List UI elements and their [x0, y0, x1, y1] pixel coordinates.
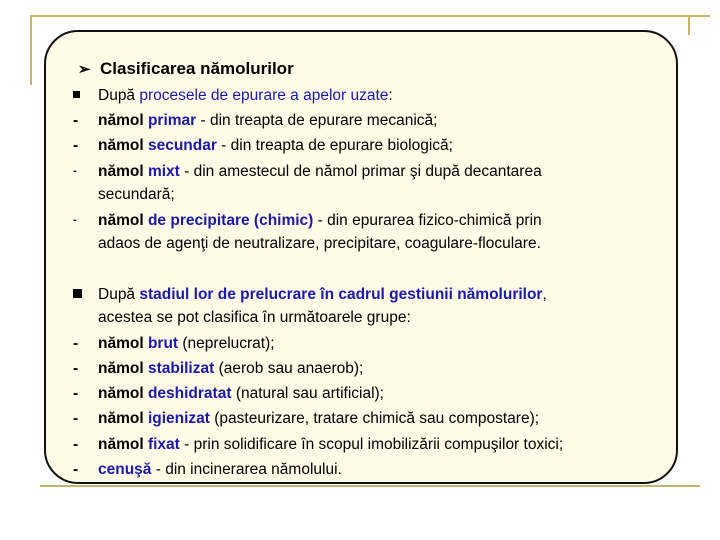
- arrow-bullet-icon: ➢: [78, 61, 91, 78]
- square-bullet-icon: [73, 283, 93, 306]
- section2-intro-highlight: stadiul lor de prelucrare în cadrul gestiunii nămolurilor: [139, 286, 543, 303]
- square-bullet-icon: [73, 84, 93, 107]
- decor-bottom-line: [40, 485, 700, 487]
- title-text: Clasificarea nămolurilor: [100, 59, 294, 78]
- decor-top-line: [30, 15, 710, 17]
- section1-intro-highlight: procesele de epurare a apelor uzate: [139, 87, 389, 104]
- decor-right-line: [688, 15, 690, 35]
- slide-title: [78, 59, 294, 79]
- decor-left-line: [30, 15, 32, 85]
